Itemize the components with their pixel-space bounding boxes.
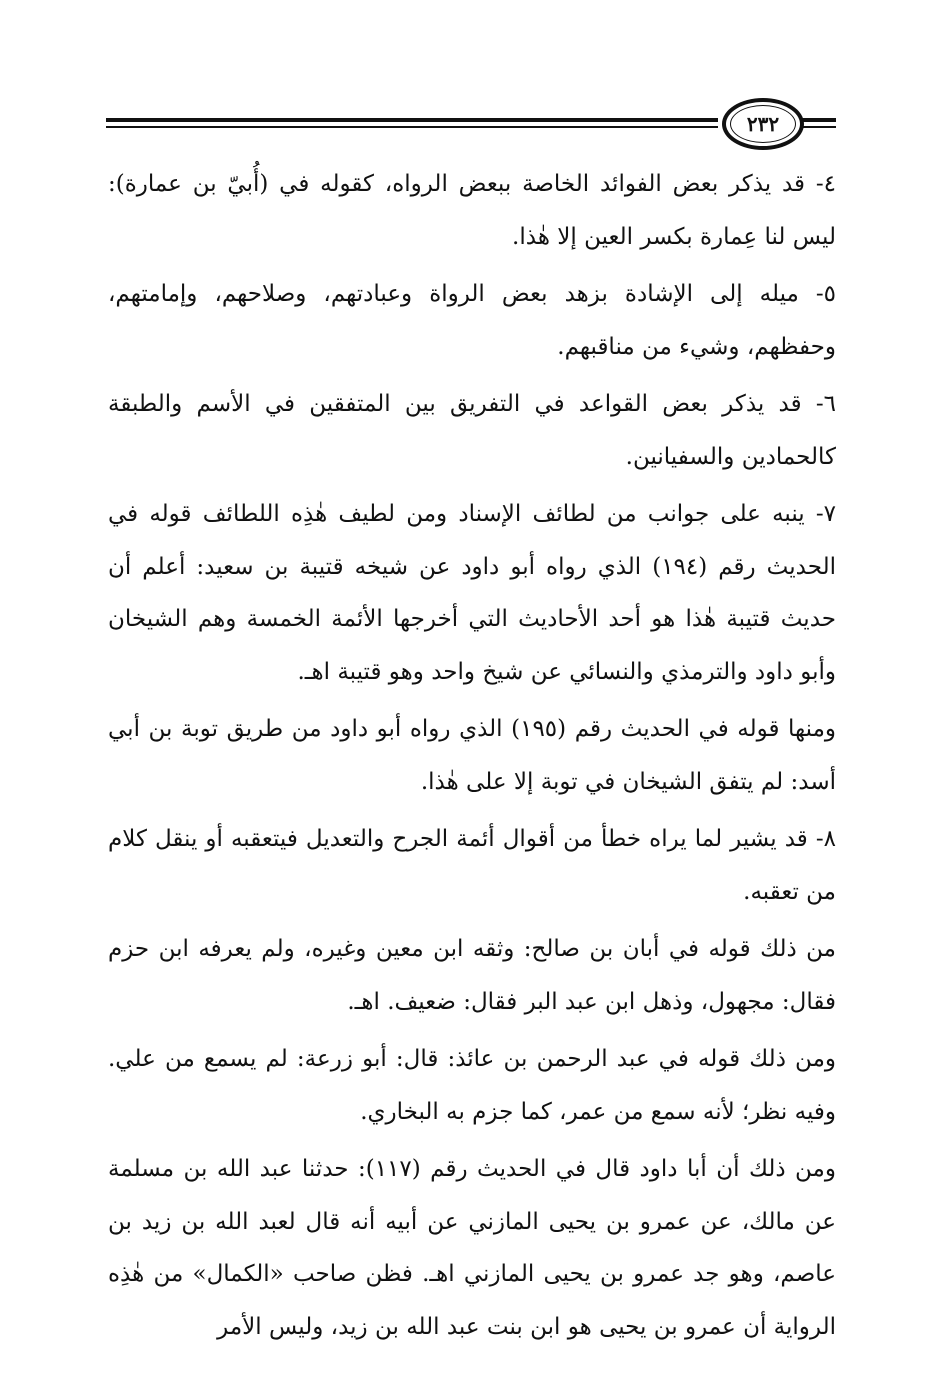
body-text	[108, 158, 836, 1358]
paragraph-item-7: ٧- ينبه على جوانب من لطائف الإسناد ومن لطيف هٰذِه اللطائف قوله في الحديث رقم (١٩٤) الذي رواه أبو داود عن شيخه قتيبة بن سعيد: أعلم أن حديث قتيبة هٰذا هو أحد الأحاديث التي أخرجها الأئمة الخمسة وهم الشيخان وأبو داود والترمذي والنسائي عن شيخ واحد وهو قتيبة اهـ.	[108, 501, 836, 685]
page-number: ٢٣٢	[730, 105, 796, 143]
paragraph-item-5: ٥- ميله إلى الإشادة بزهد بعض الرواة وعبادتهم، وصلاحهم، وإمامتهم، وحفظهم، وشيء من مناقبهم.	[108, 281, 836, 360]
header-rule-thick	[106, 118, 718, 122]
page-number-ornament	[722, 98, 804, 150]
paragraph-item-6: ٦- قد يذكر بعض القواعد في التفريق بين المتفقين في الأسم والطبقة كالحمادين والسفيانين.	[108, 391, 836, 470]
paragraph-example-aban: من ذلك قوله في أبان بن صالح: وثقه ابن معين وغيره، ولم يعرفه ابن حزم فقال: مجهول، وذهل ابن عبد البر فقال: ضعيف. اهـ.	[108, 936, 836, 1015]
paragraph-example-tawba: ومنها قوله في الحديث رقم (١٩٥) الذي رواه أبو داود من طريق توبة بن أبي أسد: لم يتفق الشيخان في توبة إلا على هٰذا.	[108, 716, 836, 795]
paragraph-example-abu-dawud: ومن ذلك أن أبا داود قال في الحديث رقم (١١٧): حدثنا عبد الله بن مسلمة عن مالك، عن عمرو بن يحيى المازني عن أبيه أنه قال لعبد الله بن زيد بن عاصم، وهو جد عمرو بن يحيى المازني اهـ. فظن صاحب «الكمال» من هٰذِه الرواية أن عمرو بن يحيى هو ابن بنت عبد الله بن زيد، وليس الأمر	[108, 1156, 836, 1340]
header-rule-thin	[106, 126, 718, 128]
paragraph-item-8: ٨- قد يشير لما يراه خطأ من أقوال أئمة الجرح والتعديل فيتعقبه أو ينقل كلام من تعقبه.	[108, 826, 836, 905]
paragraph-example-abdulrahman: ومن ذلك قوله في عبد الرحمن بن عائذ: قال: أبو زرعة: لم يسمع من علي. وفيه نظر؛ لأنه سمع من عمر، كما جزم به البخاري.	[108, 1046, 836, 1125]
paragraph-item-4: ٤- قد يذكر بعض الفوائد الخاصة ببعض الرواه، كقوله في (أُبيّ بن عمارة): ليس لنا عِمارة بكسر العين إلا هٰذا.	[108, 171, 836, 250]
